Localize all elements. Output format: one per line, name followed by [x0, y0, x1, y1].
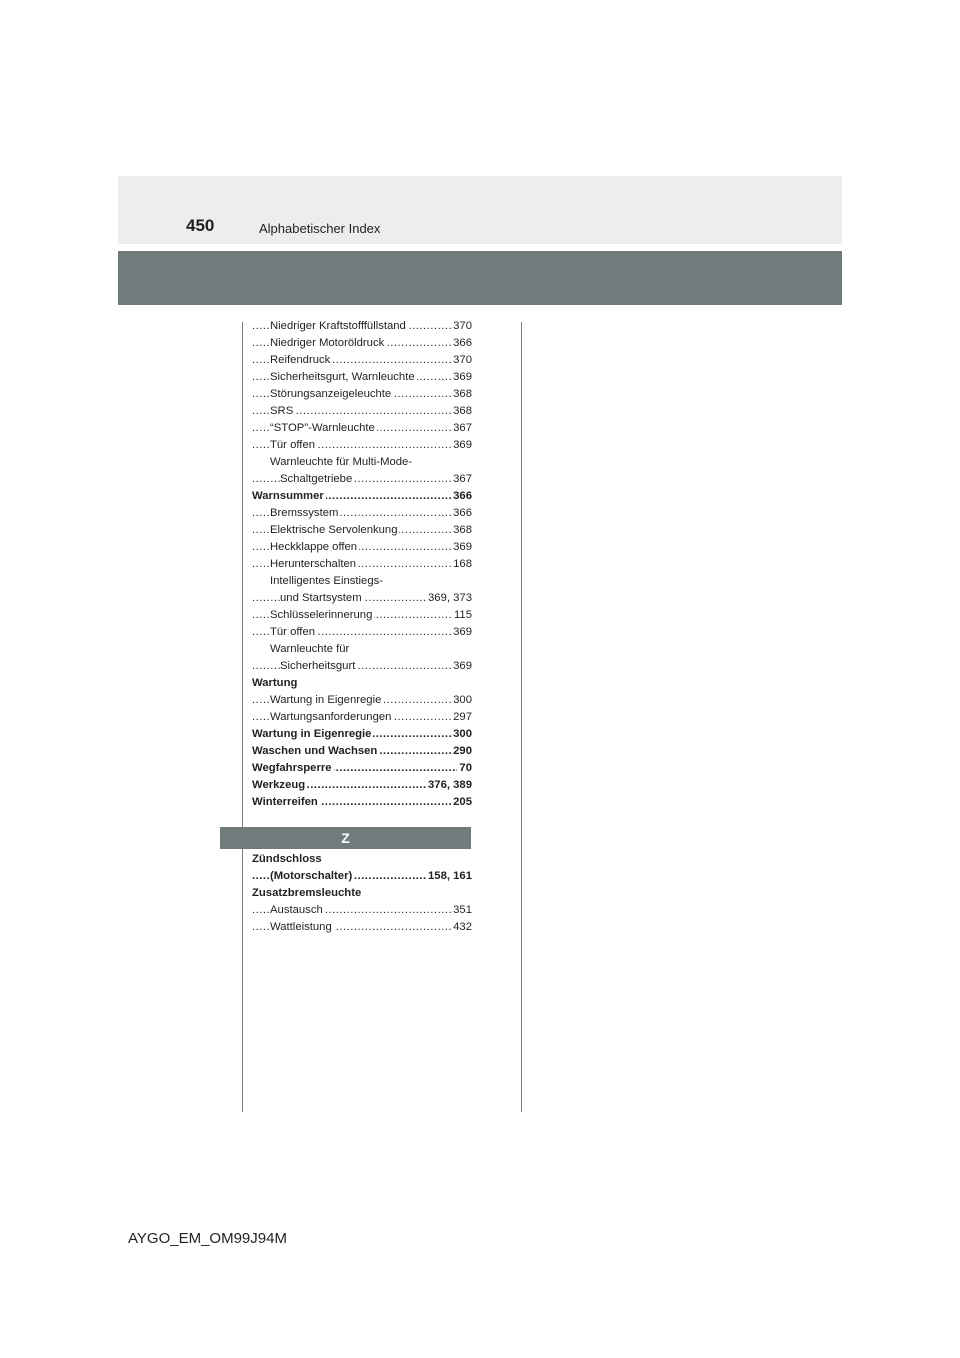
index-entry — [252, 505, 472, 522]
index-entry — [252, 726, 472, 743]
index-entry-page: 367 — [451, 420, 472, 437]
index-entry — [252, 641, 472, 658]
header-band — [118, 176, 842, 244]
index-entry-text: Warnsummer — [252, 490, 324, 502]
index-entry-text: Störungsanzeigeleuchte — [270, 388, 392, 400]
index-entry-page: 370 — [451, 352, 472, 369]
index-entry — [252, 885, 472, 902]
index-entry — [252, 573, 472, 590]
page-title: Alphabetischer Index — [259, 221, 381, 236]
index-entry-page: 366 — [451, 505, 472, 522]
page-number: 450 — [186, 216, 215, 235]
index-entry-page: 369 — [451, 437, 472, 454]
index-entry-text: Waschen und Wachsen — [252, 745, 378, 757]
index-entry-text: Warnleuchte für — [270, 643, 350, 655]
index-entry-page: 115 — [452, 607, 472, 624]
index-entry — [252, 658, 472, 675]
index-entry-page: 158, 161 — [426, 868, 472, 885]
index-entry-page: 368 — [451, 386, 472, 403]
index-entry-page: 366 — [451, 335, 472, 352]
index-entry-page: 300 — [451, 726, 472, 743]
index-entry-text: Niedriger Kraftstofffüllstand — [270, 320, 406, 332]
index-entry — [252, 471, 472, 488]
index-entry — [252, 454, 472, 471]
index-entry-page: 369 — [451, 658, 472, 675]
index-entry — [252, 386, 472, 403]
index-entry — [252, 403, 472, 420]
index-entry-text: (Motorschalter) — [270, 870, 353, 882]
index-entry-text: Intelligentes Einstiegs- — [270, 575, 384, 587]
index-entry-page: 369 — [451, 369, 472, 386]
index-entry-text: Elektrische Servolenkung — [270, 524, 398, 536]
index-entry — [252, 851, 472, 868]
index-entry-page: 366 — [451, 488, 472, 505]
index-list-z — [252, 851, 472, 936]
index-entry-text: Zusatzbremsleuchte — [252, 887, 362, 899]
index-entry-page: 205 — [451, 794, 472, 811]
index-entry-page: 297 — [451, 709, 472, 726]
index-entry-page: 351 — [451, 902, 472, 919]
index-entry-text: Wartung in Eigenregie — [270, 694, 382, 706]
index-entry-page: 290 — [451, 743, 472, 760]
index-entry — [252, 902, 472, 919]
index-entry-page: 369, 373 — [426, 590, 472, 607]
index-entry-page: 369 — [451, 624, 472, 641]
index-entry — [252, 437, 472, 454]
index-entry — [252, 709, 472, 726]
index-entry-text: Wartung — [252, 677, 298, 689]
header-bar — [118, 251, 842, 305]
index-entry — [252, 369, 472, 386]
column-divider-left — [242, 322, 243, 1112]
index-entry-text: Warnleuchte für Multi-Mode- — [270, 456, 413, 468]
index-entry — [252, 556, 472, 573]
index-entry — [252, 794, 472, 811]
index-entry-text: Wartung in Eigenregie — [252, 728, 372, 740]
index-entry-text: Wattleistung — [270, 921, 332, 933]
index-entry-text: Tür offen — [270, 626, 316, 638]
index-entry-text: Wegfahrsperre — [252, 762, 332, 774]
index-entry — [252, 675, 472, 692]
index-entry-page: 376, 389 — [426, 777, 472, 794]
index-list-w — [252, 318, 472, 811]
index-entry-page: 300 — [451, 692, 472, 709]
index-entry — [252, 318, 472, 335]
index-entry — [252, 777, 472, 794]
index-entry-page: 369 — [451, 539, 472, 556]
index-entry — [252, 488, 472, 505]
index-entry-page: 432 — [451, 919, 472, 936]
index-entry-page: 368 — [451, 522, 472, 539]
index-entry-text: Schlüsselerinnerung — [270, 609, 373, 621]
section-header-z: Z — [220, 827, 471, 849]
index-entry — [252, 692, 472, 709]
column-divider-right — [521, 322, 522, 1112]
index-entry — [252, 590, 472, 607]
index-entry-text: “STOP”-Warnleuchte — [270, 422, 375, 434]
index-entry-page: 370 — [451, 318, 472, 335]
index-entry-text: Bremssystem — [270, 507, 339, 519]
index-entry — [252, 335, 472, 352]
index-entry-text: Reifendruck — [270, 354, 331, 366]
index-entry-text: Zündschloss — [252, 853, 322, 865]
index-entry-text: Werkzeug — [252, 779, 306, 791]
index-entry — [252, 352, 472, 369]
index-entry-text: Heckklappe offen — [270, 541, 358, 553]
index-entry-text: Sicherheitsgurt — [280, 660, 356, 672]
index-entry-text: Sicherheitsgurt, Warnleuchte — [270, 371, 415, 383]
index-entry-text: Wartungsanforderungen — [270, 711, 392, 723]
index-entry — [252, 522, 472, 539]
index-entry — [252, 420, 472, 437]
document-code: AYGO_EM_OM99J94M — [128, 1230, 287, 1247]
index-entry — [252, 607, 472, 624]
index-entry-text: SRS — [270, 405, 294, 417]
index-entry — [252, 539, 472, 556]
index-entry-page: 367 — [451, 471, 472, 488]
index-entry — [252, 919, 472, 936]
index-entry-page: 70 — [457, 760, 472, 777]
index-entry-text: Tür offen — [270, 439, 316, 451]
index-entry-page: 368 — [451, 403, 472, 420]
index-entry-text: Herunterschalten — [270, 558, 357, 570]
index-entry-text: Austausch — [270, 904, 323, 916]
index-entry-text: Winterreifen — [252, 796, 318, 808]
index-entry — [252, 743, 472, 760]
index-entry-text: und Startsystem — [280, 592, 362, 604]
index-entry — [252, 760, 472, 777]
index-entry-page: 168 — [451, 556, 472, 573]
index-entry-text: Niedriger Motoröldruck — [270, 337, 385, 349]
index-entry-text: Schaltgetriebe — [280, 473, 353, 485]
index-entry — [252, 624, 472, 641]
index-entry — [252, 868, 472, 885]
